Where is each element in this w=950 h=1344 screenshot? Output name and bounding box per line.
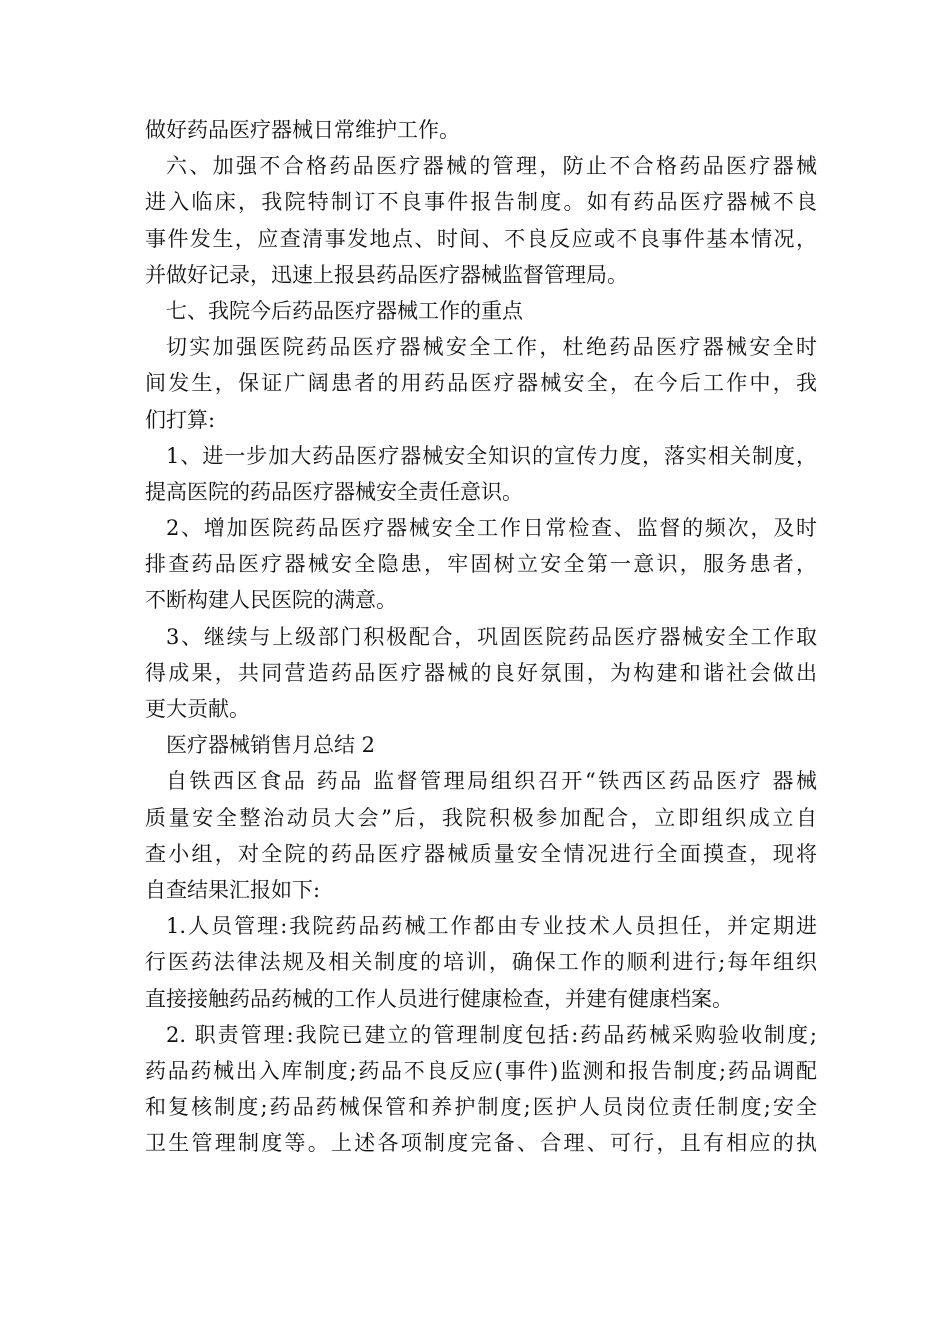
- text-line: 行医药法律法规及相关制度的培训，确保工作的顺利进行;每年组织: [145, 950, 817, 975]
- text-line: 2. 职责管理:我院已建立的管理制度包括:药品药械采购验收制度;: [166, 1022, 817, 1047]
- text-line: 直接接触药品药械的工作人员进行健康检查，并建有健康档案。: [145, 986, 733, 1011]
- text-line: 2、增加医院药品医疗器械安全工作日常检查、监督的频次，及时: [166, 516, 817, 541]
- text-line: 们打算:: [145, 407, 216, 432]
- text-line: 1.人员管理:我院药品药械工作都由专业技术人员担任，并定期进: [166, 914, 817, 939]
- text-line: 排查药品医疗器械安全隐患，牢固树立安全第一意识，服务患者，: [145, 552, 817, 577]
- text-line: 六、加强不合格药品医疗器械的管理，防止不合格药品医疗器械: [166, 154, 817, 179]
- section-heading: 医疗器械销售月总结 2: [166, 733, 376, 758]
- text-line: 自铁西区食品 药品 监督管理局组织召开“铁西区药品医疗 器械: [166, 769, 817, 794]
- text-line: 和复核制度;药品药械保管和养护制度;医护人员岗位责任制度;安全: [145, 1095, 817, 1120]
- text-line: 药品药械出入库制度;药品不良反应(事件)监测和报告制度;药品调配: [145, 1058, 817, 1083]
- text-line: 提高医院的药品医疗器械安全责任意识。: [145, 479, 523, 504]
- text-line: 七、我院今后药品医疗器械工作的重点: [166, 298, 523, 323]
- text-line: 1、进一步加大药品医疗器械安全知识的宣传力度，落实相关制度，: [166, 443, 817, 468]
- text-line: 查小组，对全院的药品医疗器械质量安全情况进行全面摸查，现将: [145, 841, 817, 866]
- text-line: 做好药品医疗器械日常维护工作。: [145, 118, 460, 142]
- text-line: 自查结果汇报如下:: [145, 877, 321, 902]
- text-line: 事件发生，应查清事发地点、时间、不良反应或不良事件基本情况，: [145, 226, 817, 251]
- text-line: 更大贡献。: [145, 697, 250, 721]
- text-line: 卫生管理制度等。上述各项制度完备、合理、可行，且有相应的执: [145, 1131, 817, 1156]
- text-line: 质量安全整治动员大会”后，我院积极参加配合，立即组织成立自: [145, 805, 817, 830]
- document-body: [145, 112, 817, 1161]
- text-line: 不断构建人民医院的满意。: [145, 588, 397, 613]
- text-line: 3、继续与上级部门积极配合，巩固医院药品医疗器械安全工作取: [166, 624, 817, 649]
- text-line: 得成果，共同营造药品医疗器械的良好氛围，为构建和谐社会做出: [145, 660, 817, 685]
- text-line: 并做好记录，迅速上报县药品医疗器械监督管理局。: [145, 262, 628, 287]
- text-line: 进入临床，我院特制订不良事件报告制度。如有药品医疗器械不良: [145, 190, 817, 215]
- text-line: 切实加强医院药品医疗器械安全工作，杜绝药品医疗器械安全时: [166, 335, 817, 360]
- text-line: 间发生，保证广阔患者的用药品医疗器械安全，在今后工作中，我: [145, 371, 817, 396]
